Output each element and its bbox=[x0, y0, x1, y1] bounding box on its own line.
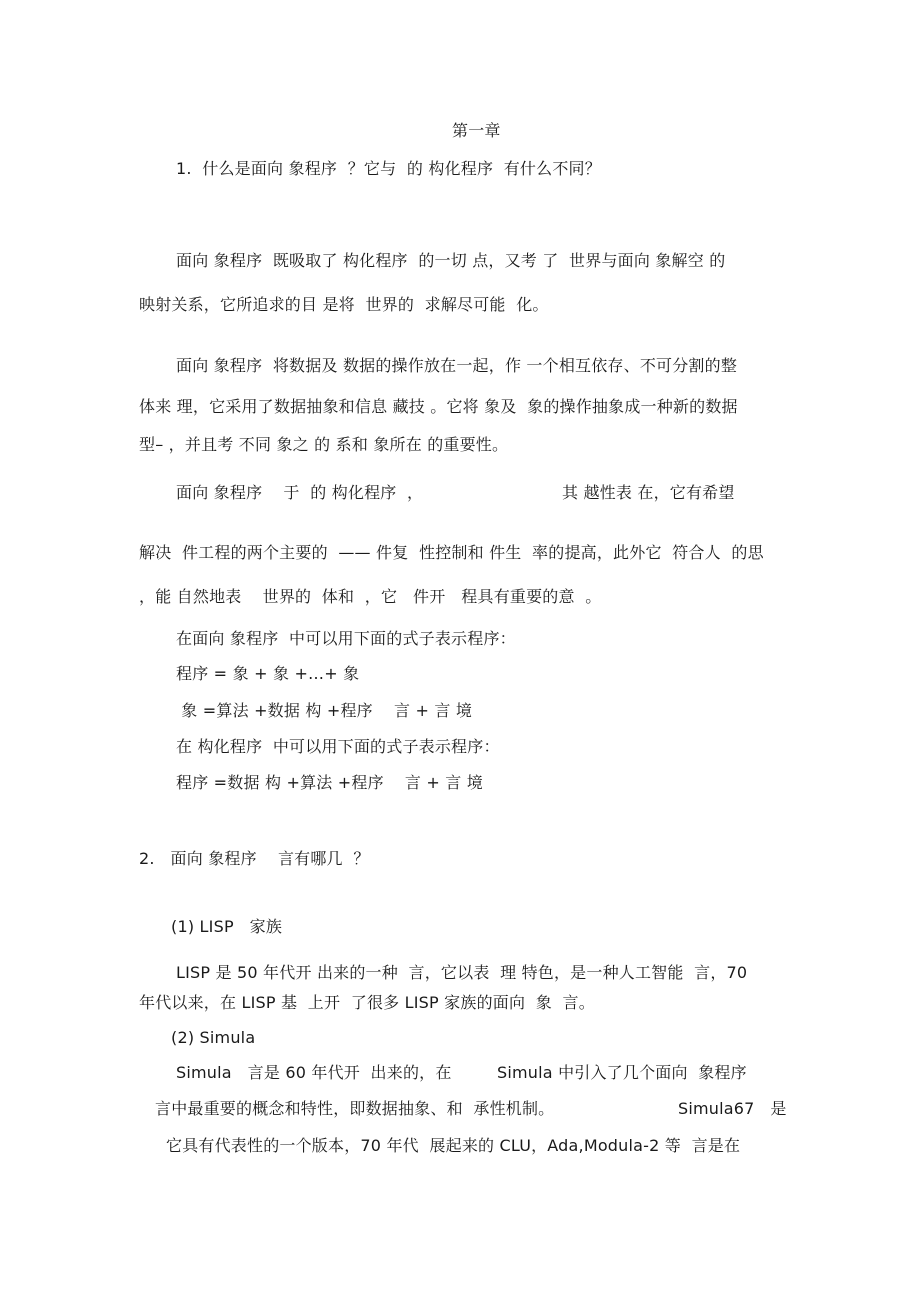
lisp-heading: (1) LISP 家族 bbox=[171, 917, 283, 936]
paragraph-3-right: 其 越性表 在，它有希望 bbox=[562, 483, 735, 502]
paragraph-1-line-1: 面向 象程序 既吸取了 构化程序 的一切 点，又考 了 世界与面向 象解空 的 bbox=[176, 251, 726, 270]
formula-intro-oop: 在面向 象程序 中可以用下面的式子表示程序： bbox=[176, 629, 516, 648]
lisp-line-2: 年代以来，在 LISP 基 上开 了很多 LISP 家族的面向 象 言。 bbox=[139, 993, 595, 1012]
simula-heading: (2) Simula bbox=[171, 1028, 256, 1047]
paragraph-2-line-1: 面向 象程序 将数据及 数据的操作放在一起，作 一个相互依存、不可分割的整 bbox=[176, 356, 738, 375]
simula-line-3: 它具有代表性的一个版本，70 年代 展起来的 CLU，Ada,Modula-2 等 言是在 bbox=[166, 1136, 741, 1155]
simula-line-2-right: Simula67 是 bbox=[678, 1099, 787, 1118]
simula-line-2-left: 言中最重要的概念和特性，即数据抽象、和 承性机制。 bbox=[155, 1099, 555, 1118]
formula-program-structured: 程序 =数据 构 +算法 +程序 言 + 言 境 bbox=[176, 773, 483, 792]
paragraph-4-line-1: 解决 件工程的两个主要的 —— 件复 性控制和 件生 率的提高，此外它 符合人 的思 bbox=[139, 543, 764, 562]
paragraph-4-line-2: ，能 自然地表 世界的 体和 ，它 件开 程具有重要的意 。 bbox=[139, 587, 602, 606]
paragraph-3-left: 面向 象程序 于 的 构化程序 ， bbox=[176, 483, 424, 502]
question-2: 2. 面向 象程序 言有哪几 ？ bbox=[139, 849, 370, 868]
simula-line-1-left: Simula 言是 60 年代开 出来的，在 bbox=[176, 1063, 452, 1082]
paragraph-1-line-2: 映射关系，它所追求的目 是将 世界的 求解尽可能 化。 bbox=[139, 295, 549, 314]
question-1: 1. 什么是面向 象程序 ？它与 的 构化程序 有什么不同？ bbox=[176, 159, 601, 178]
formula-object-definition: 象 =算法 +数据 构 +程序 言 + 言 境 bbox=[176, 701, 473, 720]
paragraph-2-line-3: 型– ，并且考 不同 象之 的 系和 象所在 的重要性。 bbox=[139, 435, 509, 454]
simula-line-1-right: Simula 中引入了几个面向 象程序 bbox=[497, 1063, 747, 1082]
lisp-line-1: LISP 是 50 年代开 出来的一种 言，它以表 理 特色，是一种人工智能 言，70 bbox=[176, 963, 748, 982]
paragraph-2-line-2: 体来 理，它采用了数据抽象和信息 藏技 。它将 象及 象的操作抽象成一种新的数据 bbox=[139, 397, 738, 416]
formula-program-objects: 程序 = 象 + 象 +…+ 象 bbox=[176, 664, 360, 683]
formula-intro-structured: 在 构化程序 中可以用下面的式子表示程序： bbox=[176, 737, 500, 756]
chapter-title: 第一章 bbox=[452, 121, 501, 140]
